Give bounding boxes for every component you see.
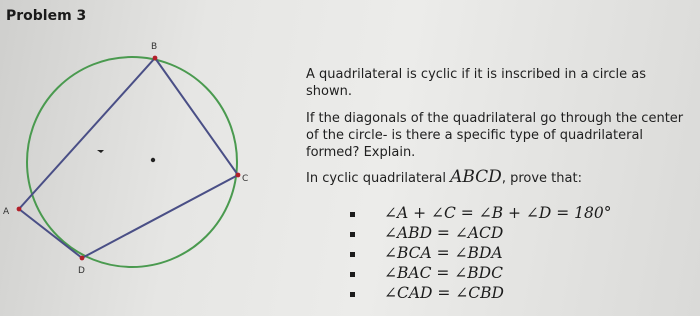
statement-text: ∠A + ∠C = ∠B + ∠D = 180° — [384, 204, 612, 222]
diagonals-question: If the diagonals of the quadrilateral go through the center of the circle- is there a specific type of quadrilateral formed? Explain. — [306, 111, 684, 160]
vertex-b-dot — [153, 56, 158, 61]
statement-text: ∠CAD = ∠CBD — [384, 284, 504, 302]
vertex-a-dot — [17, 207, 22, 212]
statement-item — [350, 204, 612, 224]
statement-item — [350, 264, 612, 284]
vertex-c-dot — [236, 173, 241, 178]
prove-intro-prefix: In cyclic quadrilateral — [306, 171, 451, 186]
cyclic-quadrilateral-diagram — [0, 0, 300, 316]
cursor-arrow-icon — [97, 150, 104, 153]
prove-intro — [306, 169, 691, 187]
bullet — [350, 232, 355, 237]
statements-list — [350, 204, 612, 304]
vertex-d-dot — [80, 256, 85, 261]
definition-paragraph: A quadrilateral is cyclic if it is inscribed in a circle as shown. — [306, 67, 646, 99]
circumcircle — [27, 57, 237, 267]
bullet — [350, 212, 355, 217]
bullet — [350, 252, 355, 257]
problem-title: Problem 3 — [6, 8, 87, 24]
statement-text: ∠ABD = ∠ACD — [384, 224, 504, 242]
vertex-label-c: C — [242, 174, 249, 184]
vertex-label-a: A — [3, 207, 10, 217]
vertex-label-d: D — [78, 266, 85, 276]
quad-name: ABCD — [450, 167, 502, 187]
statement-item — [350, 284, 612, 304]
prove-intro-suffix: , prove that: — [501, 171, 582, 186]
statement-item — [350, 224, 612, 244]
vertex-label-b: B — [151, 42, 158, 52]
statement-text: ∠BCA = ∠BDA — [384, 244, 503, 262]
problem-text — [306, 66, 691, 187]
statement-text: ∠BAC = ∠BDC — [384, 264, 503, 282]
bullet — [350, 292, 355, 297]
bullet — [350, 272, 355, 277]
statement-item — [350, 244, 612, 264]
center-dot — [151, 158, 155, 162]
